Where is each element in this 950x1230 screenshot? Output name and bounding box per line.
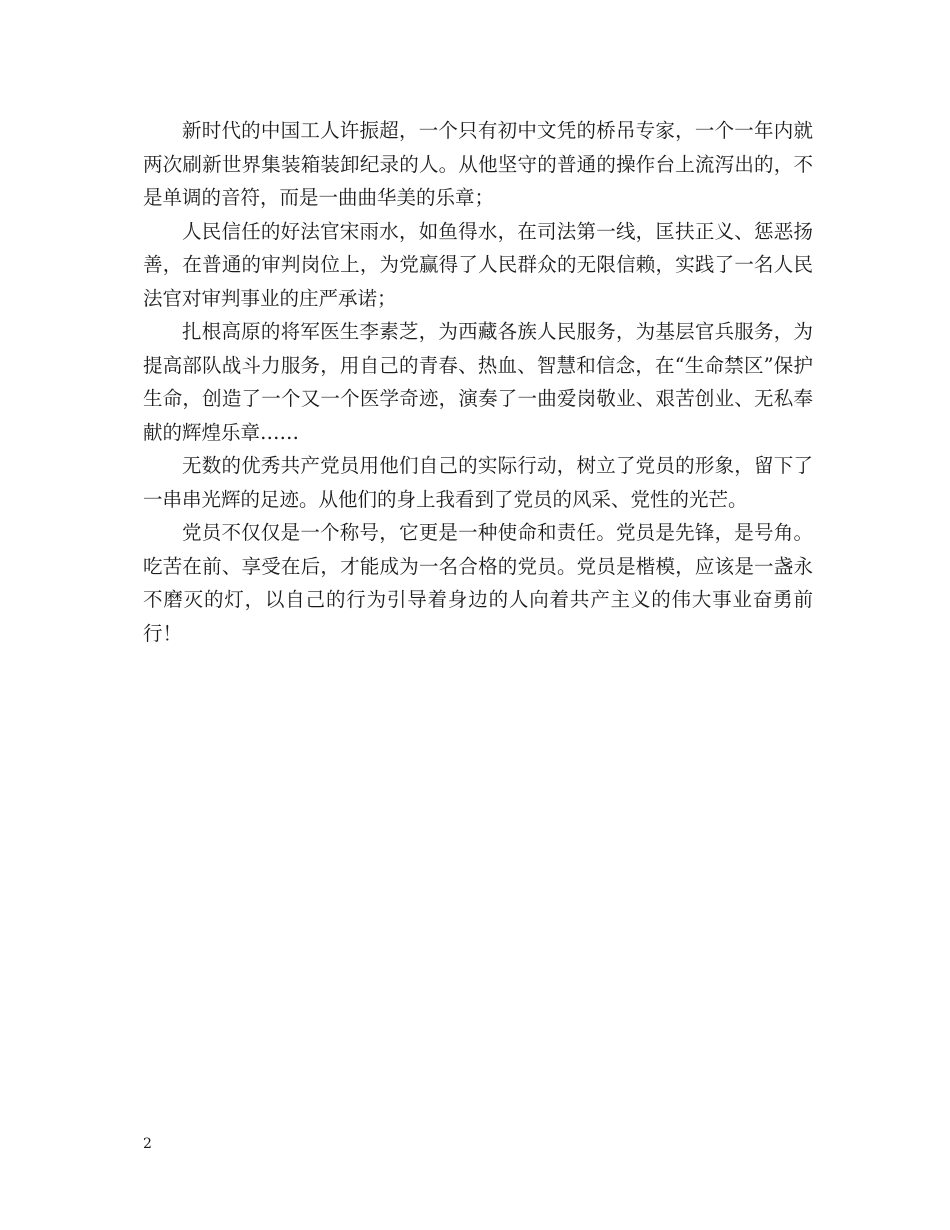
- page-number: 2: [143, 1136, 152, 1152]
- paragraph-xu-zhenchao: 新时代的中国工人许振超，一个只有初中文凭的桥吊专家，一个一年内就两次刷新世界集装箱装卸纪录的人。从他坚守的普通的操作台上流泻出的，不是单调的音符，而是一曲曲华美的乐章；: [143, 119, 813, 209]
- paragraph-song-yushui: 人民信任的好法官宋雨水，如鱼得水，在司法第一线，匡扶正义、惩恶扬善，在普通的审判岗位上，为党赢得了人民群众的无限信赖，实践了一名人民法官对审判事业的庄严承诺；: [143, 219, 813, 310]
- paragraph-excellent-members: 无数的优秀共产党员用他们自己的实际行动，树立了党员的形象，留下了一串串光辉的足迹。从他们的身上我看到了党员的风采、党性的光芒。: [143, 454, 813, 511]
- paragraph-li-suzhi: 扎根高原的将军医生李素芝，为西藏各族人民服务，为基层官兵服务，为提高部队战斗力服务，用自己的青春、热血、智慧和信念，在“生命禁区”保护生命，创造了一个又一个医学奇迹，演奏了一曲爱岗敬业、艰苦创业、无私奉献的辉煌乐章……: [143, 320, 813, 444]
- document-body: [143, 114, 813, 650]
- paragraph-party-member-mission: 党员不仅仅是一个称号，它更是一种使命和责任。党员是先锋，是号角。吃苦在前、享受在后，才能成为一名合格的党员。党员是楷模，应该是一盏永不磨灭的灯，以自己的行为引导着身边的人向着共产主义的伟大事业奋勇前行！: [143, 521, 813, 645]
